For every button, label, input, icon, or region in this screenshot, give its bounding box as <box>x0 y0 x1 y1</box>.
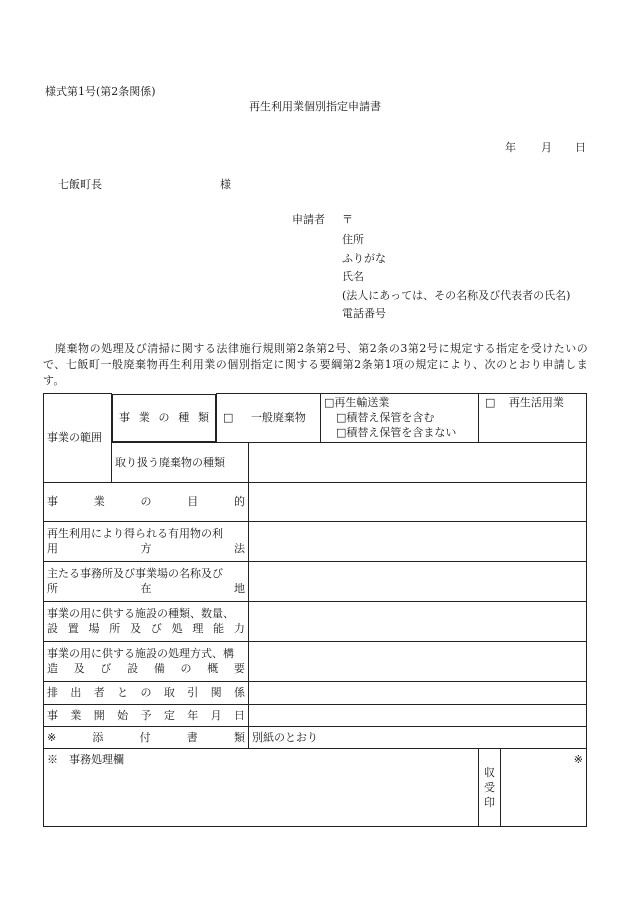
processing-method-label: 事業の用に供する施設の処理方式、構 造 及 び 設 備 の 概 要 <box>44 641 249 681</box>
checkbox-general-waste[interactable]: □ <box>223 411 234 425</box>
checkbox-recycling[interactable]: □ <box>485 396 496 409</box>
postal-mark: 〒 <box>342 213 353 226</box>
application-form-table <box>43 393 587 827</box>
facility-field[interactable] <box>249 601 587 641</box>
facility-label: 事業の用に供する施設の種類、数量、 設 置 場 所 及 び 処 理 能 力 <box>44 601 249 641</box>
option-without-storage-label: 積替え保管を含まない <box>346 426 457 439</box>
start-date-label: 事 業 開 始 予 定 年 月 日 <box>44 704 249 726</box>
purpose-label: 事 業 の 目 的 <box>44 482 249 521</box>
document-title: 再生利用業個別指定申請書 <box>249 100 381 113</box>
phone-label: 電話番号 <box>342 307 386 320</box>
honorific: 様 <box>220 178 231 191</box>
purpose-field[interactable] <box>249 482 587 521</box>
furigana-label: ふりがな <box>342 252 386 265</box>
receipt-stamp-area[interactable] <box>501 748 587 826</box>
discharger-relation-label: 排 出 者 と の 取 引 関 係 <box>44 681 249 704</box>
office-location-field[interactable] <box>249 561 587 601</box>
checkbox-transport-with-storage[interactable]: □ <box>336 411 347 424</box>
applicant-label: 申請者 <box>292 213 325 226</box>
application-statement: 廃棄物の処理及び清掃に関する法律施行規則第2条第2号、第2条の3第2号に規定する指定を受けたいので、七飯町一般廃棄物再生利用業の個別指定に関する要綱第2条第1項の規定により、次のとおり申請します。 <box>43 342 588 387</box>
option-transport-label: 再生輸送業 <box>334 396 390 409</box>
waste-kind-field[interactable] <box>249 442 587 482</box>
start-date-field[interactable] <box>249 704 587 726</box>
date-day-label: 日 <box>575 141 586 154</box>
option-general-waste[interactable] <box>217 394 321 443</box>
option-recycling-label: 再生活用業 <box>508 396 564 409</box>
checkbox-transport[interactable]: □ <box>324 396 335 409</box>
attachment-label: ※ 添 付 書 類 <box>44 726 249 748</box>
receipt-stamp-label: 収 受 印 <box>479 748 501 826</box>
office-use-area[interactable] <box>44 748 479 826</box>
corporate-note: (法人にあっては、その名称及び代表者の氏名) <box>342 289 571 302</box>
use-method-label: 再生利用により得られる有用物の利 用 方 法 <box>44 521 249 561</box>
name-label: 氏名 <box>342 270 364 283</box>
receipt-mark: ※ <box>573 752 583 766</box>
date-year-label: 年 <box>505 141 516 154</box>
business-kind-label: 事 業 の 種 類 <box>112 394 216 442</box>
option-with-storage-label: 積替え保管を含む <box>346 411 435 424</box>
processing-method-field[interactable] <box>249 641 587 681</box>
address-label: 住所 <box>342 233 364 246</box>
addressee: 七飯町長 <box>58 178 102 191</box>
checkbox-transport-without-storage[interactable]: □ <box>336 426 347 439</box>
discharger-relation-field[interactable] <box>249 681 587 704</box>
form-number: 様式第1号(第2条関係) <box>45 85 156 98</box>
office-use-label: ※ 事務処理欄 <box>47 752 124 766</box>
date-month-label: 月 <box>541 141 552 154</box>
option-recycling[interactable] <box>479 394 587 443</box>
option-general-waste-label: 一般廃棄物 <box>250 411 306 425</box>
scope-label: 事業の範囲 <box>44 394 112 483</box>
office-location-label: 主たる事務所及び事業場の名称及び 所 在 地 <box>44 561 249 601</box>
use-method-field[interactable] <box>249 521 587 561</box>
attachment-value: 別紙のとおり <box>249 726 587 748</box>
option-transport[interactable] <box>321 394 479 443</box>
waste-kind-label: 取り扱う廃棄物の種類 <box>112 442 249 482</box>
